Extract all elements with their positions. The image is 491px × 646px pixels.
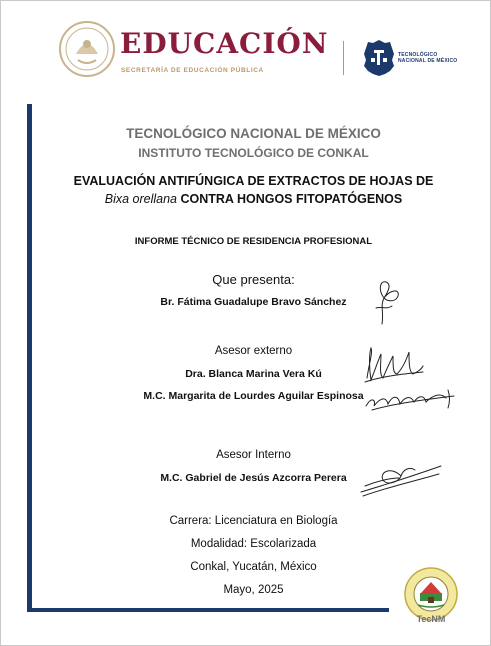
external-advisor-1: Dra. Blanca Marina Vera Kú xyxy=(185,368,322,380)
header-divider xyxy=(343,41,344,75)
document-title-line1: EVALUACIÓN ANTIFÚNGICA DE EXTRACTOS DE HOJAS DE xyxy=(73,174,434,188)
career: Carrera: Licenciatura en Biología xyxy=(169,515,338,527)
education-subtitle: SECRETARÍA DE EDUCACIÓN PÚBLICA xyxy=(121,67,264,74)
external-advisor-2-signature xyxy=(362,386,460,414)
tecnm-text-line2: NACIONAL DE MÉXICO xyxy=(398,58,458,64)
education-title: EDUCACIÓN xyxy=(120,27,329,60)
campus-name: INSTITUTO TECNOLÓGICO DE CONKAL xyxy=(138,146,369,160)
date: Mayo, 2025 xyxy=(223,584,284,596)
internal-advisor-label: Asesor Interno xyxy=(216,449,291,461)
tecnm-text-line1: TECNOLÓGICO xyxy=(398,52,438,58)
tecnm-header-text xyxy=(398,52,457,64)
institution-name: TECNOLÓGICO NACIONAL DE MÉXICO xyxy=(126,126,381,141)
blue-frame-left xyxy=(27,104,32,612)
institute-emblem xyxy=(404,567,458,621)
document-title-line2-rest: CONTRA HONGOS FITOPATÓGENOS xyxy=(177,192,403,206)
mexico-coat-of-arms-seal xyxy=(58,20,116,78)
student-signature xyxy=(370,276,404,326)
tecnm-gear-logo xyxy=(363,39,395,77)
presenter-label: Que presenta: xyxy=(212,272,295,287)
internal-advisor-name: M.C. Gabriel de Jesús Azcorra Perera xyxy=(160,472,347,484)
report-type: INFORME TÉCNICO DE RESIDENCIA PROFESIONAL xyxy=(134,236,373,247)
species-name: Bixa orellana xyxy=(104,192,177,206)
external-advisor-label: Asesor externo xyxy=(214,345,293,357)
external-advisor-2: M.C. Margarita de Lourdes Aguilar Espinosa xyxy=(143,390,364,402)
location: Conkal, Yucatán, México xyxy=(190,561,317,573)
blue-frame-bottom xyxy=(27,608,389,612)
student-name: Br. Fátima Guadalupe Bravo Sánchez xyxy=(160,296,347,308)
modality: Modalidad: Escolarizada xyxy=(190,538,317,550)
internal-advisor-signature xyxy=(355,456,445,498)
tecnm-footer-label: TecNM xyxy=(416,614,446,624)
document-title-line2 xyxy=(40,192,467,206)
external-advisor-1-signature xyxy=(363,344,425,384)
